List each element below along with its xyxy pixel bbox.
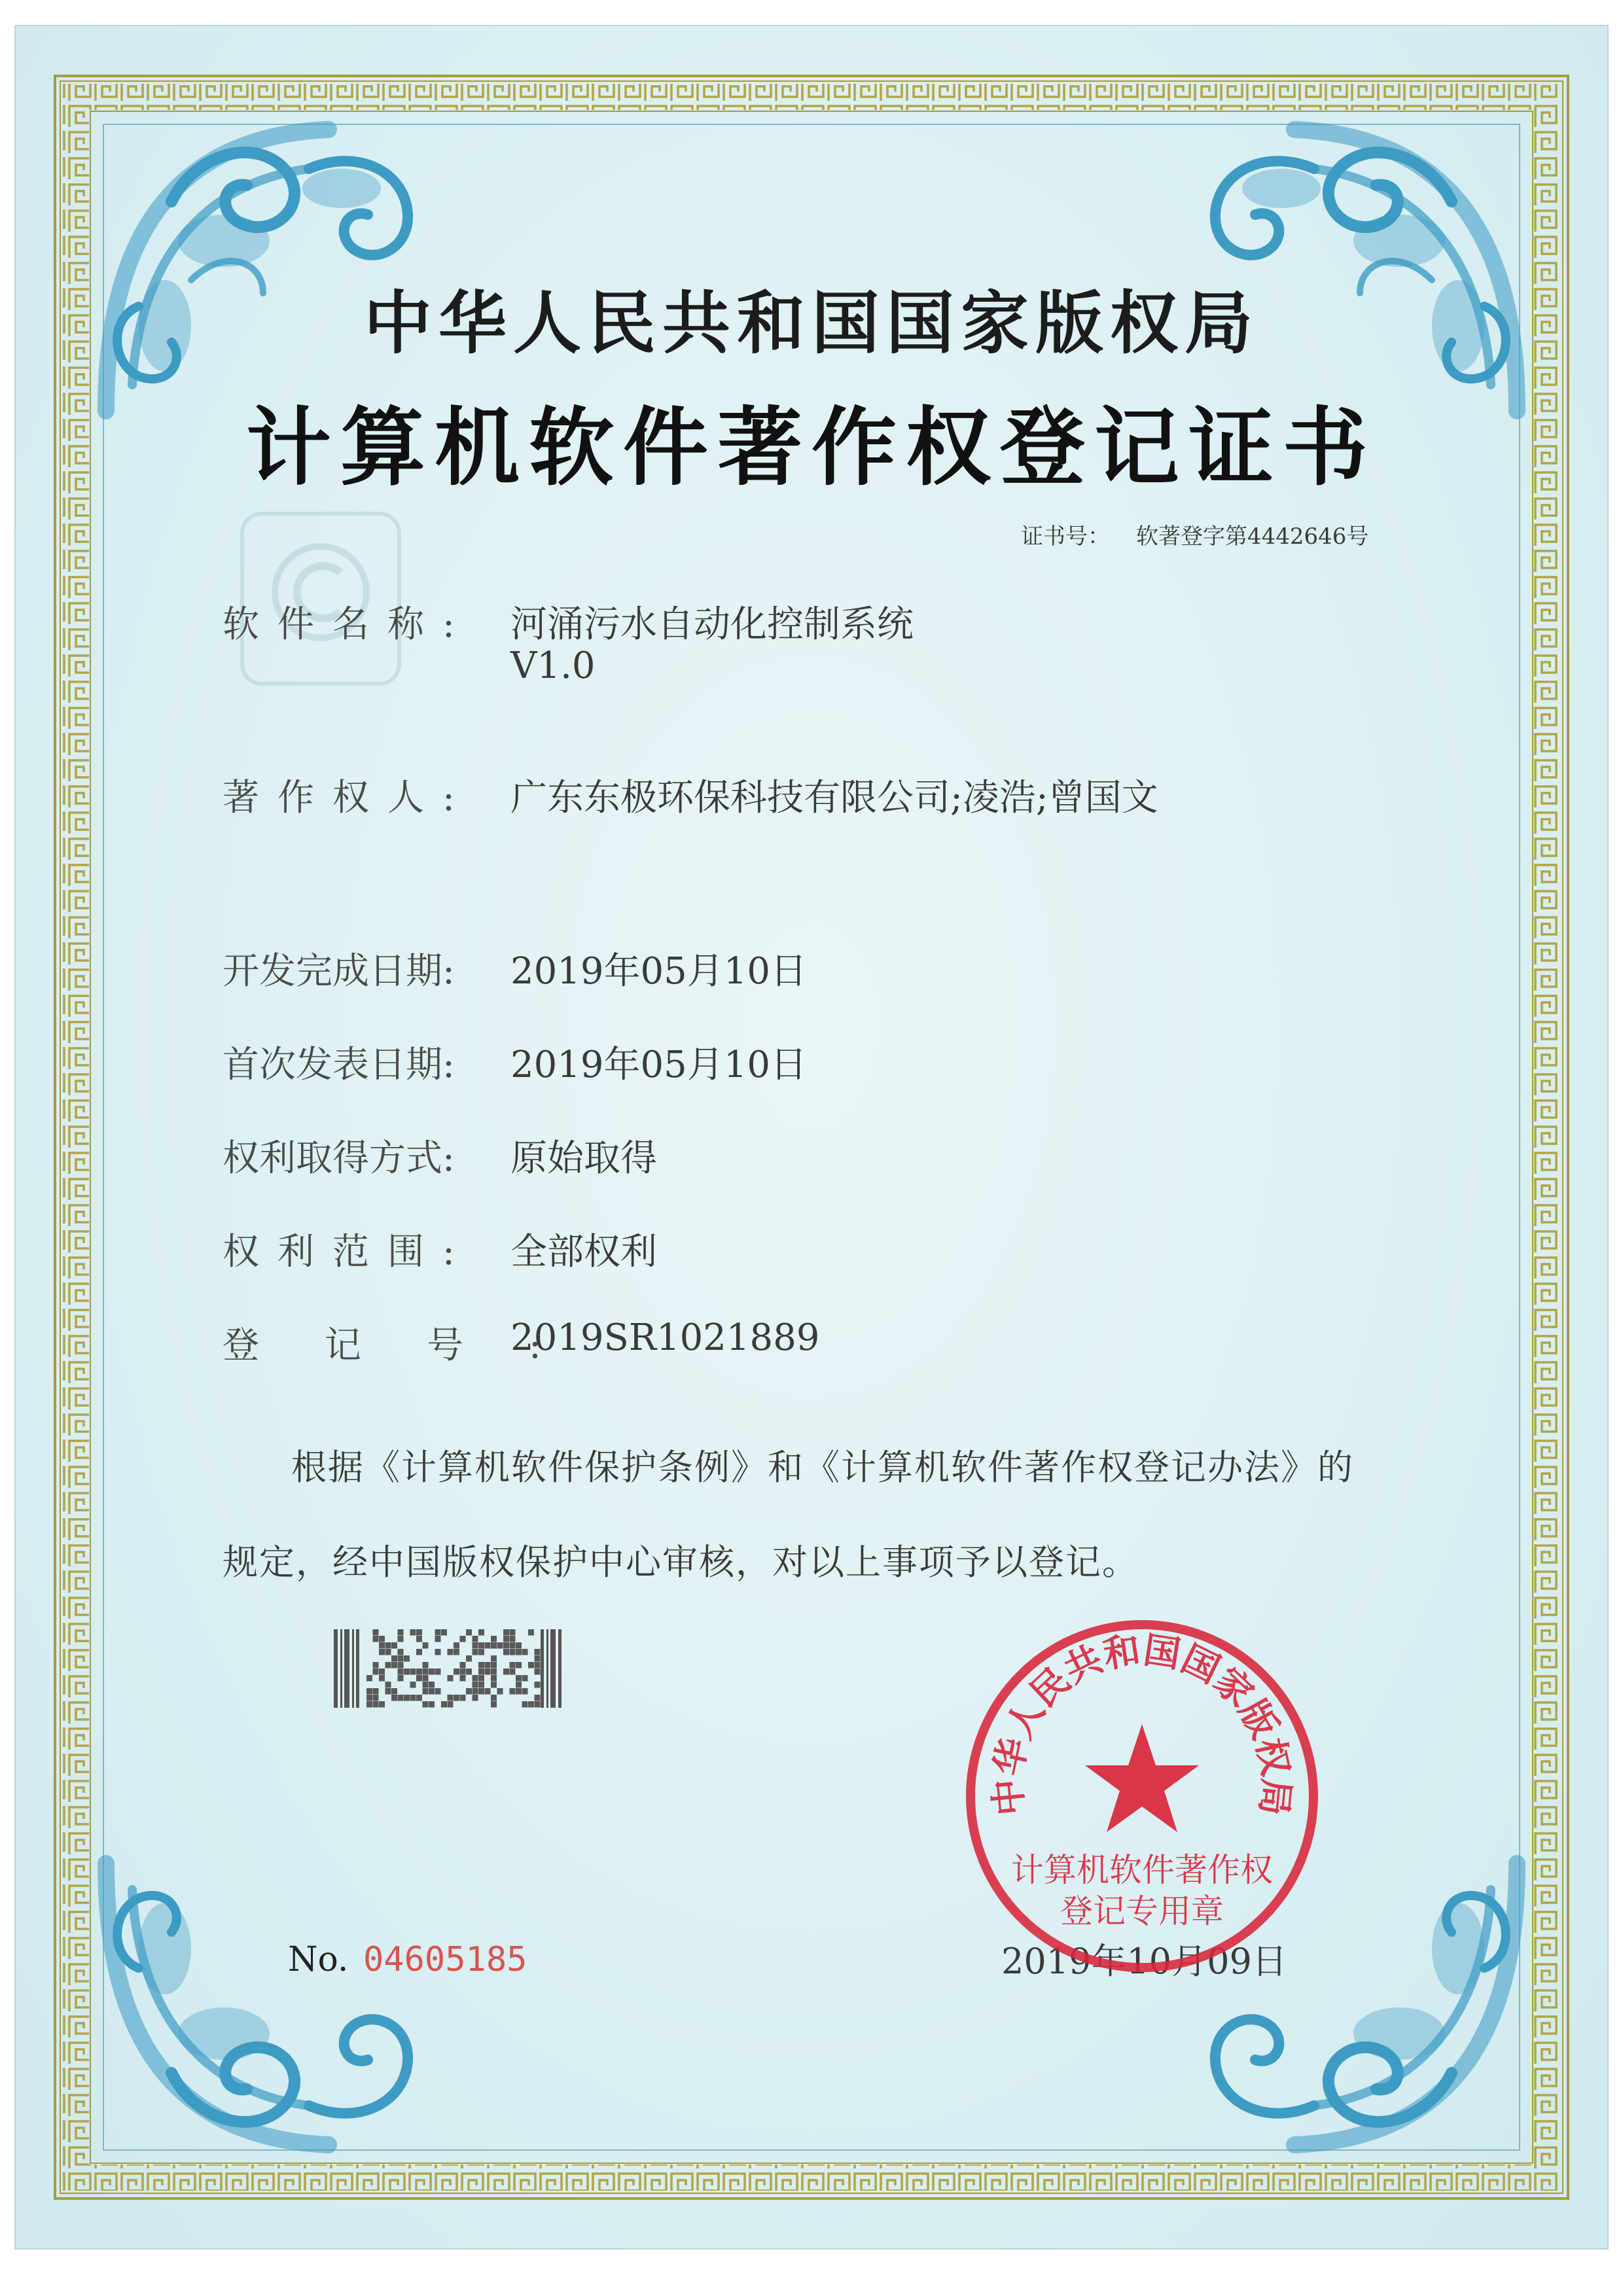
acquisition-method-value: 原始取得: [510, 1137, 657, 1180]
body-text-line-2: 规定，经中国版权保护中心审核，对以上事项予以登记。: [223, 1542, 1139, 1583]
corner-ornament: [93, 1850, 433, 2164]
acquisition-method-label: 权利取得方式:: [223, 1137, 455, 1180]
software-name-label: 软件名称:: [223, 603, 473, 646]
registration-number-label: 登记号:: [223, 1324, 607, 1367]
serial-number-value: 04605185: [363, 1940, 527, 1979]
certificate-number-label: 证书号：: [1021, 523, 1110, 550]
certificate-number: [1021, 518, 1395, 550]
serial-number-label: No.: [288, 1940, 349, 1979]
seal-ring-text: 中华人民共和国国家版权局: [986, 1629, 1298, 1818]
issue-date: 2019年10月09日: [1001, 1941, 1287, 1982]
copyright-owner-value: 广东东极环保科技有限公司;凌浩;曾国文: [510, 777, 1158, 819]
issuer-title: 中华人民共和国国家版权局: [363, 283, 1259, 363]
corner-ornament: [93, 110, 433, 424]
dev-completion-date-value: 2019年05月10日: [510, 950, 808, 993]
first-publication-date-label: 首次发表日期:: [223, 1044, 455, 1086]
dev-completion-date-label: 开发完成日期:: [223, 950, 455, 993]
first-publication-date-value: 2019年05月10日: [510, 1044, 808, 1086]
software-version-value: V1.0: [510, 645, 596, 687]
seal-star-icon: [1085, 1724, 1199, 1832]
copyright-owner-label: 著作权人:: [223, 777, 473, 819]
rights-scope-label: 权利范围:: [223, 1231, 473, 1273]
registration-number-value: 2019SR1021889: [510, 1316, 820, 1359]
barcode-icon: [334, 1629, 563, 1708]
official-seal: [962, 1616, 1322, 1976]
rights-scope-value: 全部权利: [510, 1231, 657, 1273]
seal-line-1: 计算机软件著作权: [1011, 1851, 1273, 1889]
certificate-title: 计算机软件著作权登记证书: [245, 397, 1377, 497]
software-name-value: 河涌污水自动化控制系统: [510, 603, 914, 646]
certificate-number-value: 软著登字第4442646号: [1136, 523, 1369, 550]
corner-ornament: [1190, 110, 1530, 424]
seal-line-2: 登记专用章: [1060, 1892, 1224, 1930]
body-text-line-1: 根据《计算机软件保护条例》和《计算机软件著作权登记办法》的: [291, 1447, 1354, 1488]
